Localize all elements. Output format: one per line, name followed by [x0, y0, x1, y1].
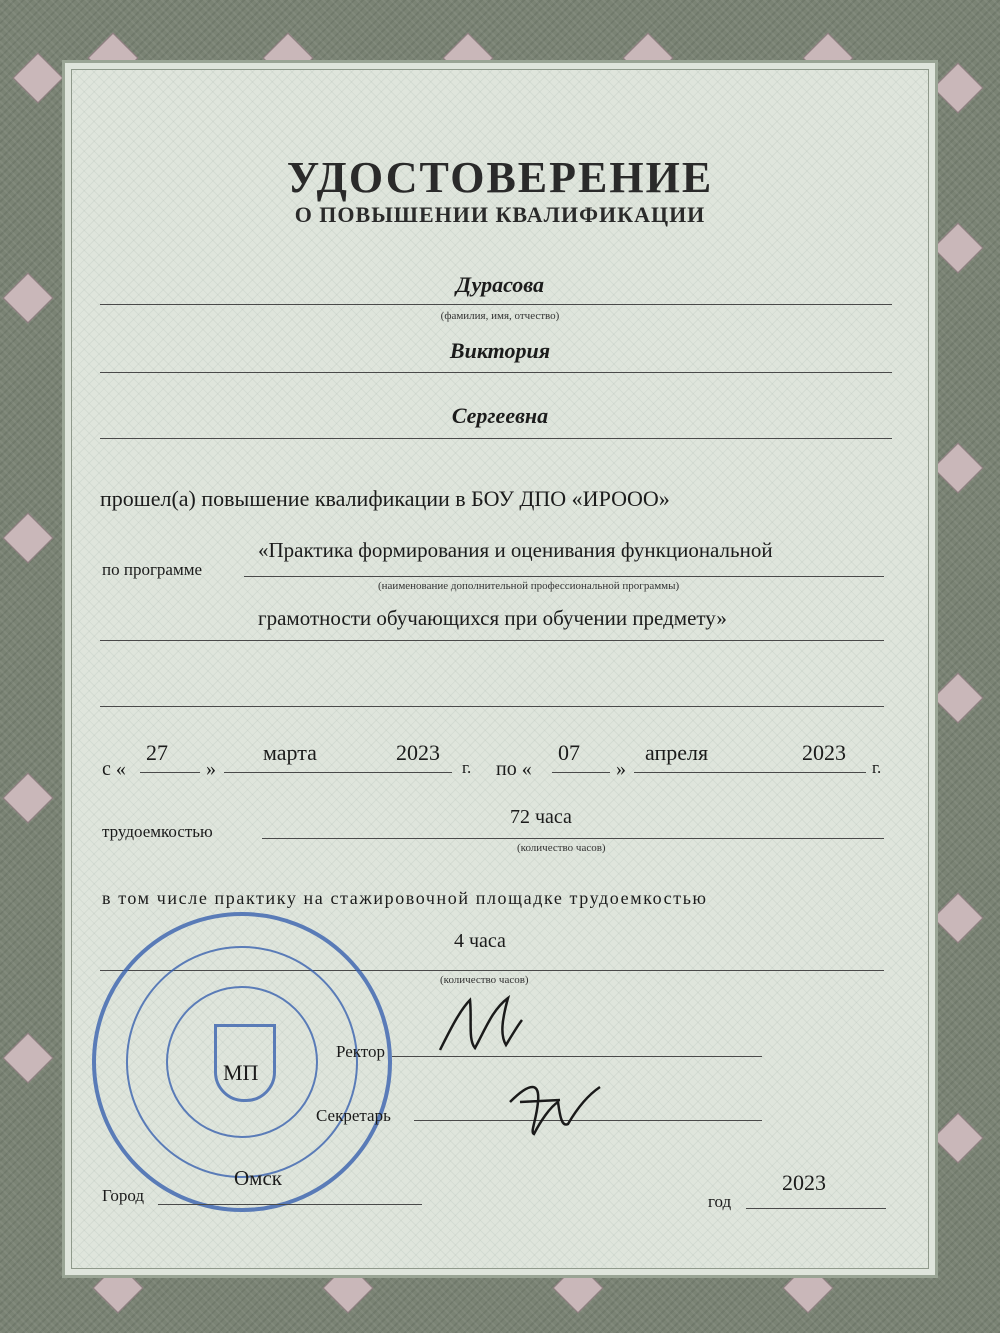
workload-value: 72 часа [510, 806, 572, 828]
year-value: 2023 [782, 1170, 826, 1195]
workload-line [262, 838, 884, 839]
date-to-close: » [616, 758, 626, 780]
date-from-close: » [206, 758, 216, 780]
fio-caption: (фамилия, имя, отчество) [440, 310, 560, 322]
date-to-year: 2023 [802, 740, 846, 765]
date-to-month: апреля [645, 740, 709, 765]
city-line [158, 1204, 422, 1205]
program-line3-line [100, 706, 884, 707]
date-from-day-line [140, 772, 200, 773]
surname: Дурасова [456, 272, 544, 297]
program-label: по программе [102, 560, 203, 579]
date-from-month-line [224, 772, 452, 773]
date-from-day: 27 [146, 740, 168, 765]
practice-caption: (количество часов) [440, 974, 529, 986]
patronymic: Сергеевна [451, 403, 549, 428]
program-line1: «Практика формирования и оценивания функциональной [258, 538, 773, 562]
mp-label: МП [223, 1060, 259, 1085]
patronymic-line [100, 438, 892, 439]
program-line2-line [100, 640, 884, 641]
year-line [746, 1208, 886, 1209]
program-caption: (наименование дополнительной профессиональной программы) [378, 580, 680, 592]
date-to-day-line [552, 772, 610, 773]
practice-value: 4 часа [454, 930, 506, 952]
workload-label: трудоемкостью [102, 822, 213, 841]
date-from-year: 2023 [396, 740, 440, 765]
program-line1-line [244, 576, 884, 577]
passed-text: прошел(а) повышение квалификации в БОУ ДПО «ИРООО» [100, 486, 670, 511]
date-from-month: марта [263, 740, 317, 765]
secretary-label: Секретарь [316, 1106, 391, 1125]
date-to-year-suffix: г. [872, 758, 882, 777]
practice-text: в том числе практику на стажировочной площадке трудоемкостью [102, 888, 708, 908]
first-name-line [100, 372, 892, 373]
date-from-year-suffix: г. [462, 758, 472, 777]
date-from-prefix: с « [102, 758, 126, 780]
surname-line [100, 304, 892, 305]
date-to-prefix: по « [496, 758, 532, 780]
date-to-day: 07 [558, 740, 580, 765]
first-name: Виктория [449, 338, 551, 363]
secretary-signature [500, 1072, 610, 1142]
workload-caption: (количество часов) [517, 842, 606, 854]
city-label: Город [102, 1186, 144, 1205]
year-label: год [708, 1192, 732, 1211]
date-to-month-line [634, 772, 866, 773]
document-title: УДОСТОВЕРЕНИЕ [286, 153, 714, 202]
rector-label: Ректор [336, 1042, 386, 1061]
rector-signature [430, 990, 530, 1060]
program-line2: грамотности обучающихся при обучении предмету» [258, 606, 727, 630]
document-subtitle: О ПОВЫШЕНИИ КВАЛИФИКАЦИИ [294, 202, 706, 227]
city-value: Омск [234, 1166, 282, 1190]
